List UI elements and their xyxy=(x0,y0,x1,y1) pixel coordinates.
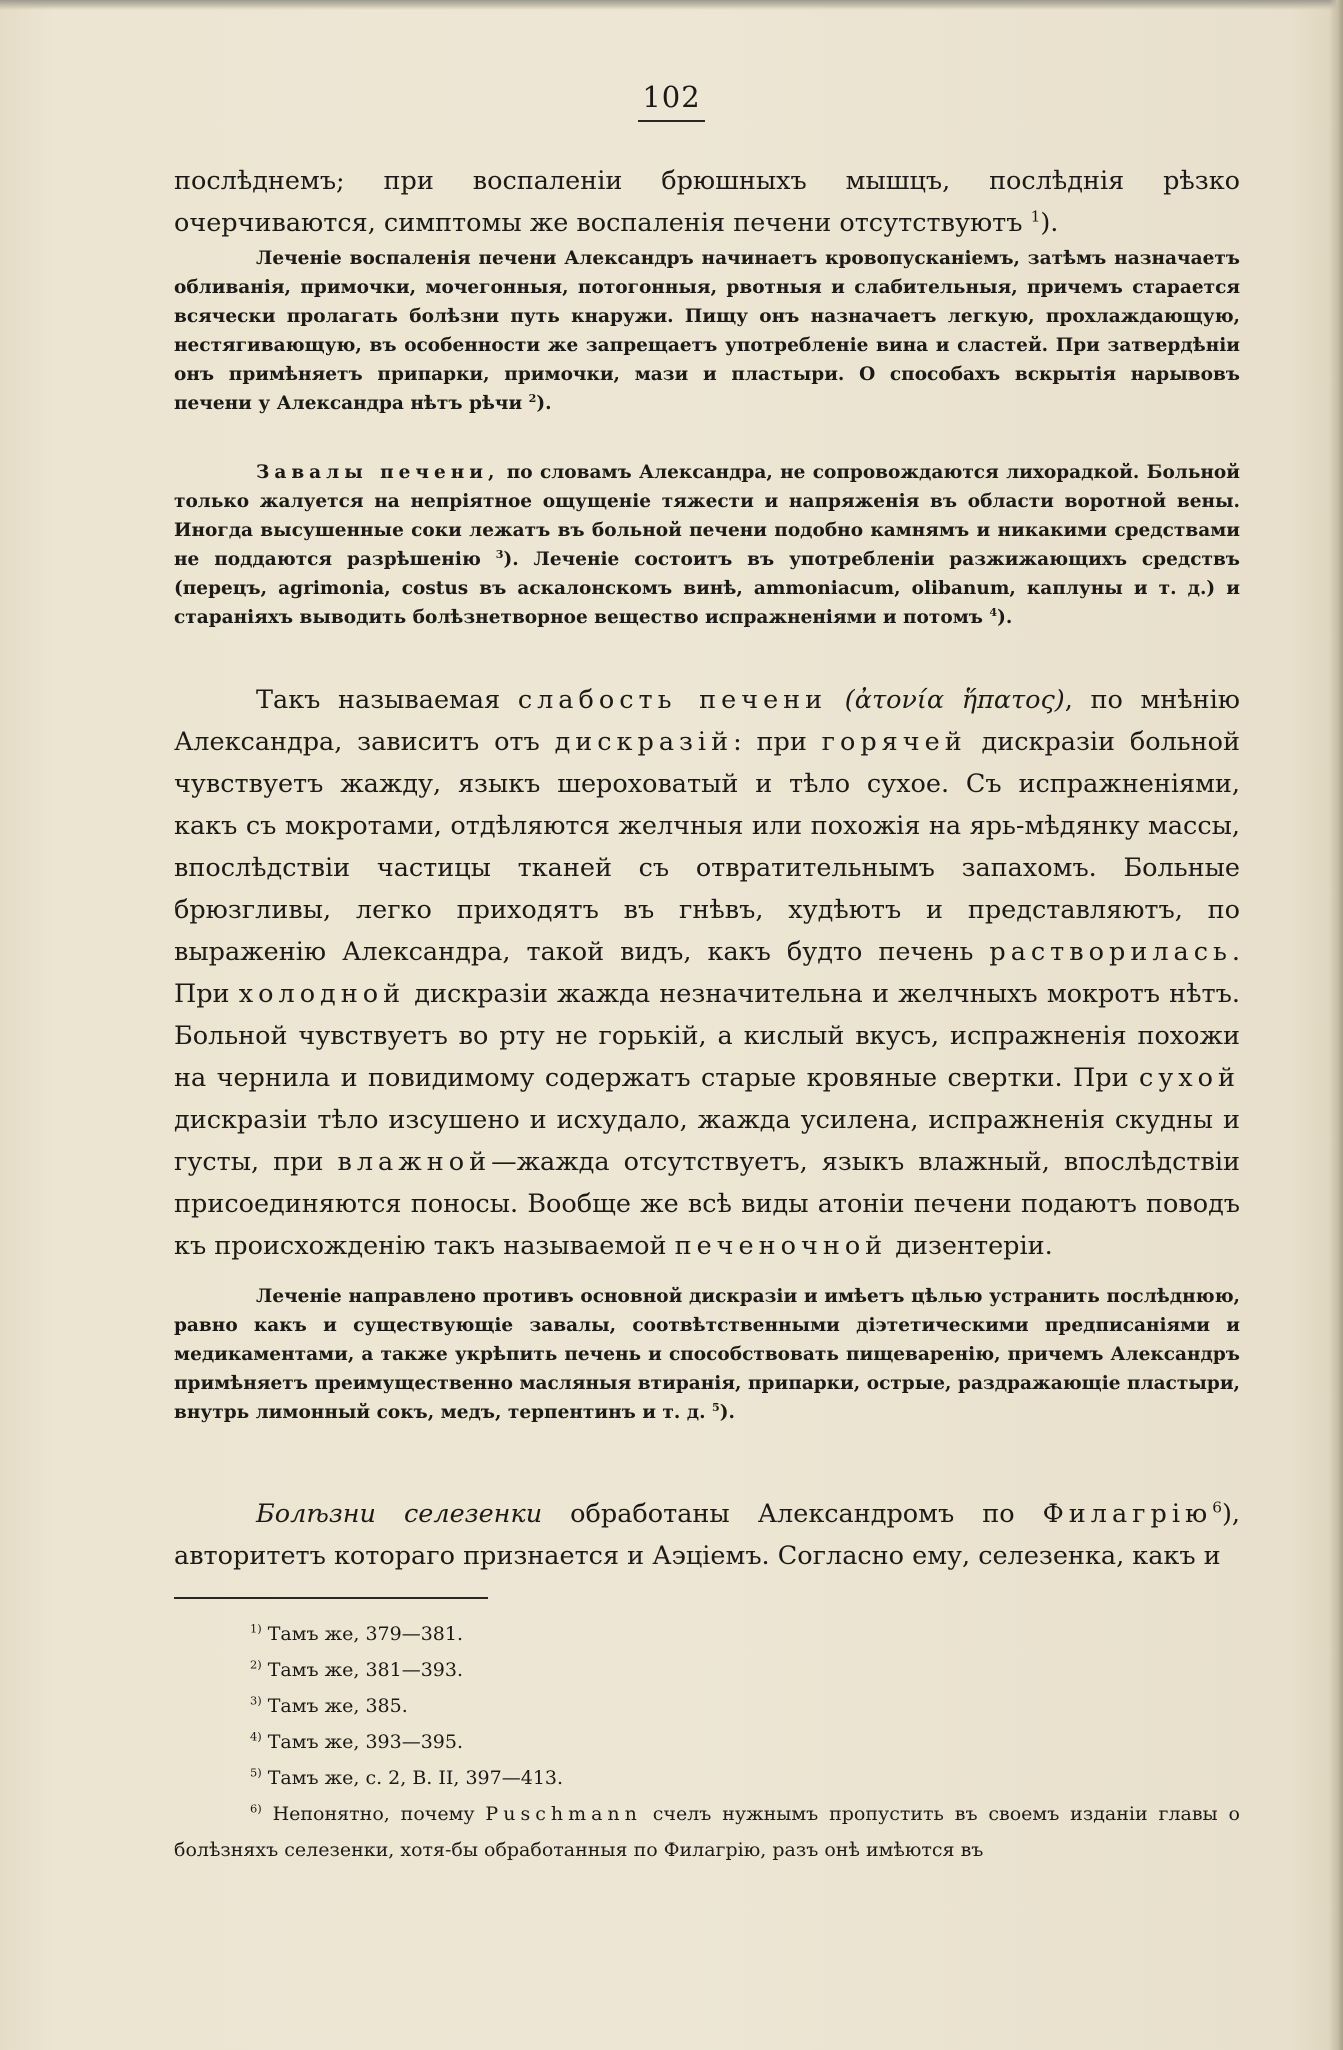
footnote-ref-1: 1 xyxy=(1030,207,1041,226)
paragraph-5: Леченіе направлено противъ основной дискразіи и имѣетъ цѣлью устранить послѣднюю, равно какъ и существующіе завалы, соотвѣтственными діэтетическими предписаніями и медикаментами, а также укрѣпить печень и способствовать пищеваренію, причемъ Александръ примѣняетъ преимущественно масляныя втиранія, припарки, острые, раздражающіе пластыри, внутрь лимонный сокъ, медъ, терпентинъ и т. д. $^5$). xyxy=(174,1286,1240,1423)
name-puschmann: Puschmann xyxy=(485,1803,642,1825)
footnotes xyxy=(174,1616,1240,1868)
italic-heading-spleen: Болѣзни селезенки xyxy=(256,1499,543,1529)
footnote-ref-6: 6 xyxy=(1212,1498,1222,1517)
term-rastvorilas: растворилась xyxy=(989,937,1232,967)
footnote-3: $^{3)}$ Тамъ же, 385. xyxy=(250,1693,408,1717)
paragraph-6: Болѣзни селезенки обработаны Александромъ по Филагрію$^6$), авторитетъ котораго признается и Аэціемъ. Согласно ему, селезенка, какъ и xyxy=(174,1498,1240,1571)
term-slabost-pecheni: слабость печени xyxy=(517,685,828,715)
footnote-5: $^{5)}$ Тамъ же, с. 2, В. II, 397—413. xyxy=(250,1765,564,1789)
term-vlazhnoy: влажной xyxy=(337,1147,492,1177)
footnote-1: $^{1)}$ Тамъ же, 379—381. xyxy=(250,1621,464,1645)
paragraph-1: послѣднемъ; при воспаленіи брюшныхъ мышцъ, послѣднія рѣзко очерчиваются, симптомы же воспаленія печени отсутствуютъ $^1$). xyxy=(174,166,1240,238)
footnote-ref-2: 2 xyxy=(528,391,537,405)
paragraph-2: Леченіе воспаленія печени Александръ начинаетъ кровопусканіемъ, затѣмъ назначаетъ обливанія, примочки, мочегонныя, потогонныя, рвотныя и слабительныя, причемъ старается всячески пролагать болѣзни путь кнаружи. Пищу онъ назначаетъ легкую, прохлаждающую, нестягивающую, въ особенности же запрещаетъ употребленіе вина и сластей. При затвердѣніи онъ примѣняетъ припарки, примочки, мази и пластыри. О способахъ вскрытія нарывовъ печени у Александра нѣтъ рѣчи $^2$). xyxy=(174,248,1240,414)
footnote-ref-5: 5 xyxy=(711,1400,720,1414)
footnote-ref-4: 4 xyxy=(989,605,998,619)
paragraph-4: Такъ называемая слабость печени (ἀτονία ἥπατος), по мнѣнію Александра, зависитъ отъ дискразій: при горячей дискразіи больной чувствуетъ жажду, языкъ шероховатый и тѣло сухое. Съ испражненіями, какъ съ мокротами, отдѣляются желчныя или похожія на ярь-мѣдянку массы, впослѣдствіи частицы тканей съ отвратительнымъ запахомъ. Больные брюзгливы, легко приходятъ въ гнѣвъ, худѣютъ и представляютъ, по выраженію Александра, такой видъ, какъ будто печень растворилась. При холодной дискразіи жажда незначительна и желчныхъ мокротъ нѣтъ. Больной чувствуетъ во рту не горькій, а кислый вкусъ, испражненія похожи на чернила и повидимому содержатъ старые кровяные свертки. При сухой дискразіи тѣло изсушено и исхудало, жажда усилена, испражненія скудны и густы, при влажной—жажда отсутствуетъ, языкъ влажный, впослѣдствіи присоединяются поносы. Вообще же всѣ виды атоніи печени подаютъ поводъ къ происхожденію такъ называемой печеночной дизентеріи. xyxy=(174,685,1241,1261)
footnote-separator xyxy=(174,1597,488,1599)
footnote-2: $^{2)}$ Тамъ же, 381—393. xyxy=(250,1657,464,1681)
term-pechenochnoy: печеночной xyxy=(674,1231,888,1261)
name-filagriy: Филагрію xyxy=(1042,1499,1213,1529)
footnote-6: $^{6)}$ Непонятно, почему Puschmann счелъ нужнымъ пропустить въ своемъ изданіи главы о болѣзняхъ селезенки, хотя-бы обработанныя по Филагрію, разъ онѣ имѣются въ xyxy=(174,1801,1240,1861)
greek-term: (ἀτονία ἥπατος) xyxy=(844,685,1065,715)
term-diskrazii: дискразій xyxy=(554,727,734,757)
term-goryachey: горячей xyxy=(821,727,967,757)
footnote-4: $^{4)}$ Тамъ же, 393—395. xyxy=(250,1729,464,1753)
scan-right-edge xyxy=(1329,0,1343,2050)
scan-top-edge xyxy=(0,0,1343,10)
term-zavaly-pecheni: Завалы печени, xyxy=(256,462,500,483)
term-sukhoy: сухой xyxy=(1138,1063,1240,1093)
paragraph-3: Завалы печени, по словамъ Александра, не сопровождаются лихорадкой. Больной только жалуется на непріятное ощущеніе тяжести и напряженія въ области воротной вены. Иногда высушенные соки лежатъ въ больной печени подобно камнямъ и никакими средствами не поддаются разрѣшенію $^3$). Леченіе состоитъ въ употребленіи разжижающихъ средствъ (перецъ, agrimonia, costus въ аскалонскомъ винѣ, ammoniacum, olibanum, каплуны и т. д.) и стараніяхъ выводить болѣзнетворное вещество испражненіями и потомъ $^4$). xyxy=(174,462,1240,628)
footnote-ref-3: 3 xyxy=(495,547,504,561)
page-number: 102 xyxy=(0,80,1343,114)
term-kholodnoy: холодной xyxy=(238,979,406,1009)
